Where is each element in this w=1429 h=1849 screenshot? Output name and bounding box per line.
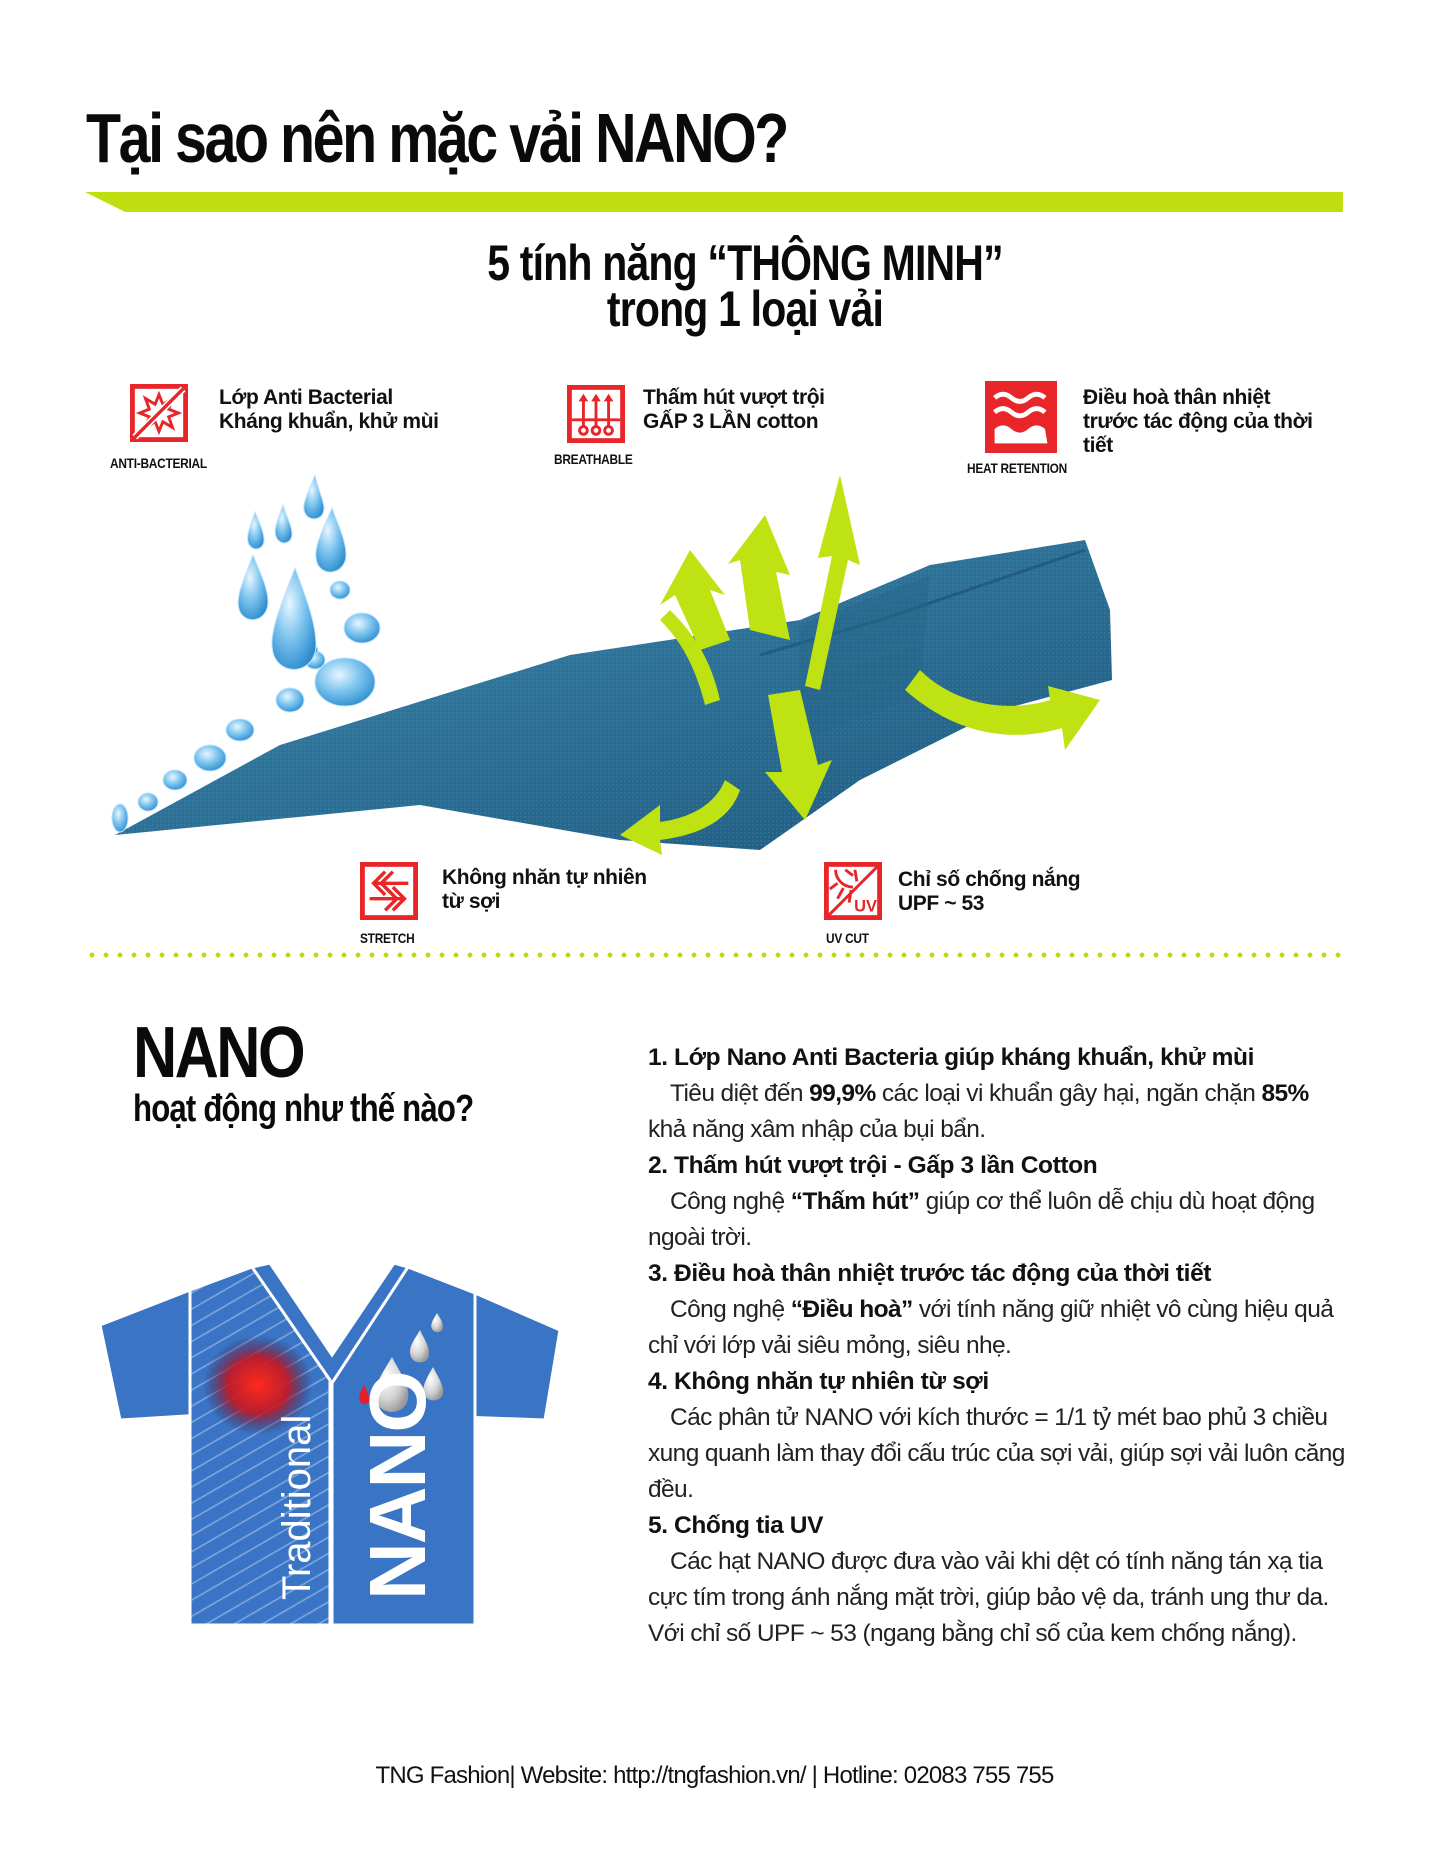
- heat-retention-text: [1083, 386, 1313, 458]
- subtitle-line-1: 5 tính năng “THÔNG MINH”: [487, 235, 1003, 291]
- section-subtitle: [134, 235, 1356, 337]
- anti-bacterial-label: ANTI-BACTERIAL: [110, 455, 207, 471]
- detail-item-1: [648, 1040, 1348, 1148]
- feature-breathable: [567, 385, 625, 448]
- feature-anti-bacterial: [130, 384, 188, 447]
- stretch-label: STRETCH: [360, 930, 415, 946]
- feature-line: từ sợi: [442, 890, 501, 913]
- detail-heading: 3. Điều hoà thân nhiệt trước tác động của thời tiết: [648, 1260, 1212, 1287]
- detail-item-3: [648, 1256, 1348, 1364]
- feature-line: GẤP 3 LẦN cotton: [643, 410, 819, 433]
- nano-details: [648, 1040, 1348, 1652]
- detail-text: với tính năng giữ nhiệt vô cùng hiệu quả chỉ với lớp vải siêu mỏng, siêu nhẹ.: [648, 1296, 1334, 1359]
- shirt-label-nano: NANO: [353, 1372, 442, 1600]
- detail-text: Các hạt NANO được đưa vào vải khi dệt có tính năng tán xạ tia cực tím trong ánh nắng mặt trời, giúp bảo vệ da, tránh ung thư da. Với chỉ số UPF ~ 53 (ngang bằng chỉ số của kem chống nắng).: [648, 1548, 1329, 1647]
- dotted-separator: [85, 952, 1347, 958]
- feature-line: Không nhăn tự nhiên: [442, 866, 647, 889]
- detail-highlight: “Điều hoà”: [790, 1296, 913, 1323]
- detail-body: [648, 1292, 1348, 1364]
- nano-heading: NANO: [133, 1013, 303, 1093]
- detail-body: [648, 1400, 1348, 1508]
- anti-bacterial-text: [219, 386, 439, 434]
- uv-icon-text: UV: [854, 897, 877, 916]
- breathable-icon: [567, 385, 625, 443]
- subtitle-line-2: trong 1 loại vải: [606, 281, 884, 337]
- feature-heat-retention: [985, 381, 1057, 458]
- detail-text: khả năng xâm nhập của bụi bẩn.: [648, 1116, 986, 1143]
- heat-retention-label: HEAT RETENTION: [967, 460, 1068, 476]
- detail-text: Tiêu diệt đến: [670, 1080, 810, 1107]
- uv-cut-label: UV CUT: [826, 930, 869, 946]
- detail-body: [648, 1544, 1348, 1652]
- detail-text: Công nghệ: [670, 1296, 791, 1323]
- detail-highlight: “Thấm hút”: [790, 1188, 920, 1215]
- accent-bar: [85, 192, 1343, 212]
- feature-stretch: [360, 862, 418, 925]
- shirt-comparison-illustration: [90, 1205, 570, 1630]
- feature-uv-cut: [824, 862, 882, 925]
- feature-line: Thấm hút vượt trội: [643, 386, 825, 409]
- detail-highlight: 85%: [1261, 1080, 1309, 1107]
- detail-text: giúp cơ thể luôn dễ chịu dù hoạt động ngoài trời.: [648, 1188, 1315, 1251]
- heat-retention-icon: [985, 381, 1057, 453]
- anti-bacterial-icon: [130, 384, 188, 442]
- shirt-label-traditional: Traditional: [275, 1414, 319, 1600]
- detail-item-2: [648, 1148, 1348, 1256]
- detail-text: Công nghệ: [670, 1188, 791, 1215]
- detail-heading: 1. Lớp Nano Anti Bacteria giúp kháng khuẩn, khử mùi: [648, 1044, 1255, 1071]
- detail-heading: 4. Không nhăn tự nhiên từ sợi: [648, 1368, 989, 1395]
- page-title: Tại sao nên mặc vải NANO?: [86, 99, 787, 177]
- feature-line: Lớp Anti Bacterial: [219, 386, 393, 409]
- feature-line: Điều hoà thân nhiệt: [1083, 386, 1271, 409]
- detail-heading: 5. Chống tia UV: [648, 1512, 824, 1539]
- stretch-text: [442, 866, 647, 914]
- uv-cut-text: [898, 868, 1080, 916]
- feature-line: tiết: [1083, 434, 1113, 457]
- nano-fabric-illustration: [100, 460, 1300, 860]
- feature-line: Kháng khuẩn, khử mùi: [219, 410, 439, 433]
- detail-highlight: 99,9%: [809, 1080, 876, 1107]
- detail-item-4: [648, 1364, 1348, 1508]
- detail-item-5: [648, 1508, 1348, 1652]
- breathable-text: [643, 386, 825, 434]
- detail-body: [648, 1076, 1348, 1148]
- nano-subheading: hoạt động như thế nào?: [133, 1088, 474, 1130]
- detail-body: [648, 1184, 1348, 1256]
- feature-line: UPF ~ 53: [898, 892, 985, 915]
- stretch-icon: [360, 862, 418, 920]
- uv-cut-icon: [824, 862, 882, 920]
- footer-contact: TNG Fashion| Website: http://tngfashion.vn/ | Hotline: 02083 755 755: [375, 1762, 1054, 1789]
- breathable-label: BREATHABLE: [554, 451, 633, 467]
- detail-heading: 2. Thấm hút vượt trội - Gấp 3 lần Cotton: [648, 1152, 1098, 1179]
- detail-text: Các phân tử NANO với kích thước = 1/1 tỷ mét bao phủ 3 chiều xung quanh làm thay đổi cấu trúc của sợi vải, giúp sợi vải luôn căng đều.: [648, 1404, 1345, 1503]
- feature-line: Chỉ số chống nắng: [898, 868, 1081, 891]
- feature-line: trước tác động của thời: [1083, 410, 1313, 433]
- detail-text: các loại vi khuẩn gây hại, ngăn chặn: [875, 1080, 1262, 1107]
